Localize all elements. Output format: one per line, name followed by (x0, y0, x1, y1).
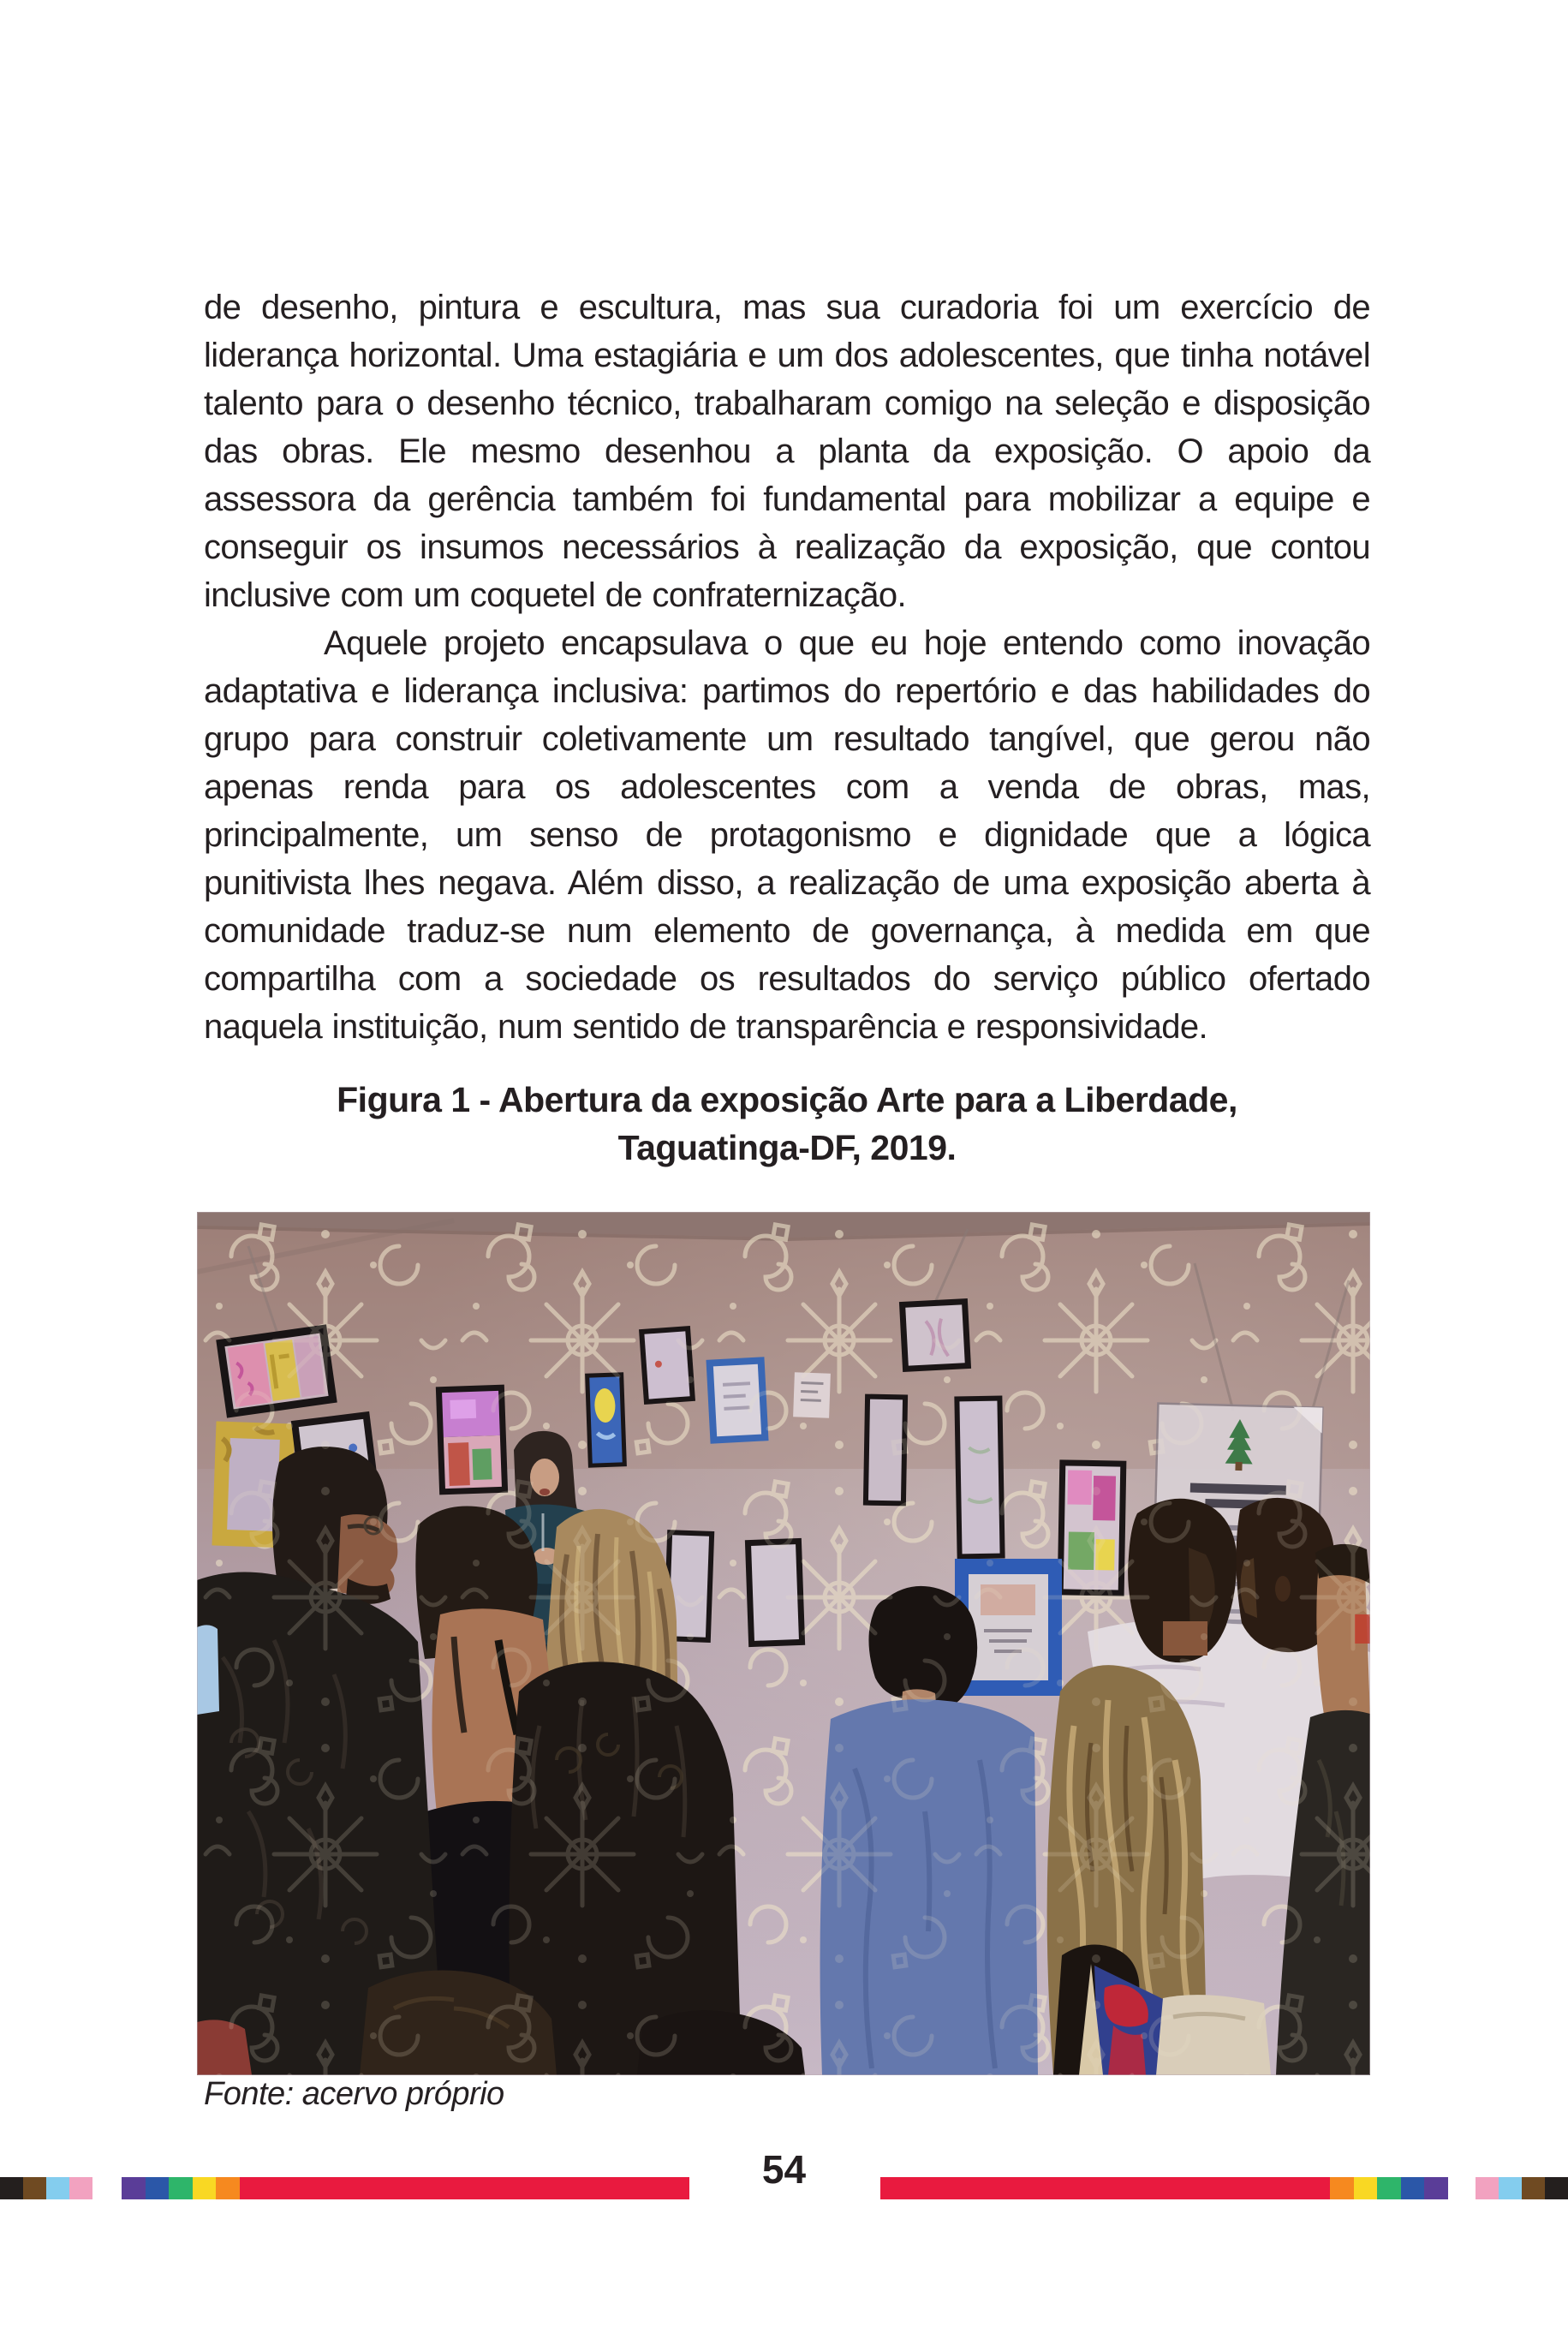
footer-bar-right (880, 2177, 1448, 2199)
figure-source: Fonte: acervo próprio (204, 2076, 504, 2112)
footer-color-segment (240, 2177, 689, 2199)
exhibition-photo-illustration (197, 1212, 1370, 2075)
footer-color-segment (1522, 2177, 1545, 2199)
footer-color-segment (46, 2177, 69, 2199)
footer-color-segment (169, 2177, 193, 2199)
footer-color-segment (0, 2177, 23, 2199)
footer-bar-left (122, 2177, 689, 2199)
figure-photo (197, 1212, 1370, 2075)
footer-color-segment (193, 2177, 217, 2199)
paragraph-1: de desenho, pintura e escultura, mas sua curadoria foi um exercício de liderança horizontal. Uma estagiária e um dos adolescentes, que tinha notável talento para o desenho técnico, trabalharam comigo na seleção e disposição das obras. Ele mesmo desenhou a planta da exposição. O apoio da assessora da gerência também foi fundamental para mobilizar a equipe e conseguir os insumos necessários à realização da exposição, que contou inclusive com um coquetel de confraternização. (204, 289, 1370, 614)
footer-color-segment (69, 2177, 92, 2199)
body-text (204, 283, 1370, 1051)
footer-color-segment (146, 2177, 170, 2199)
footer-color-segment (1330, 2177, 1354, 2199)
footer-color-segment (122, 2177, 146, 2199)
footer-color-segment (216, 2177, 240, 2199)
footer-color-segment (1545, 2177, 1568, 2199)
paragraph-2: Aquele projeto encapsulava o que eu hoje entendo como inovação adaptativa e liderança inclusiva: partimos do repertório e das habilidades do grupo para construir coletivamente um resultado tangível, que gerou não apenas renda para os adolescentes com a venda de obras, mas, principalmente, um senso de protagonismo e dignidade que a lógica punitivista lhes negava. Além disso, a realização de uma exposição aberta à comunidade traduz-se num elemento de governança, à medida em que compartilha com a sociedade os resultados do serviço público ofertado naquela instituição, num sentido de transparência e responsividade. (204, 624, 1370, 1046)
figure-caption (204, 1076, 1370, 1172)
figure-caption-line-1: Figura 1 - Abertura da exposição Arte para a Liberdade, (337, 1080, 1237, 1119)
footer-color-segment (1424, 2177, 1448, 2199)
footer-color-strip-right-edge (1476, 2177, 1568, 2199)
footer-color-segment (1476, 2177, 1499, 2199)
footer-color-segment (23, 2177, 46, 2199)
footer-color-strip-left-edge (0, 2177, 92, 2199)
figure-caption-line-2: Taguatinga-DF, 2019. (617, 1128, 957, 1167)
footer-color-segment (880, 2177, 1330, 2199)
page-number: 54 (761, 2147, 807, 2192)
footer-color-segment (1499, 2177, 1522, 2199)
footer-color-segment (1354, 2177, 1378, 2199)
footer-color-segment (1377, 2177, 1401, 2199)
footer-color-segment (1401, 2177, 1425, 2199)
